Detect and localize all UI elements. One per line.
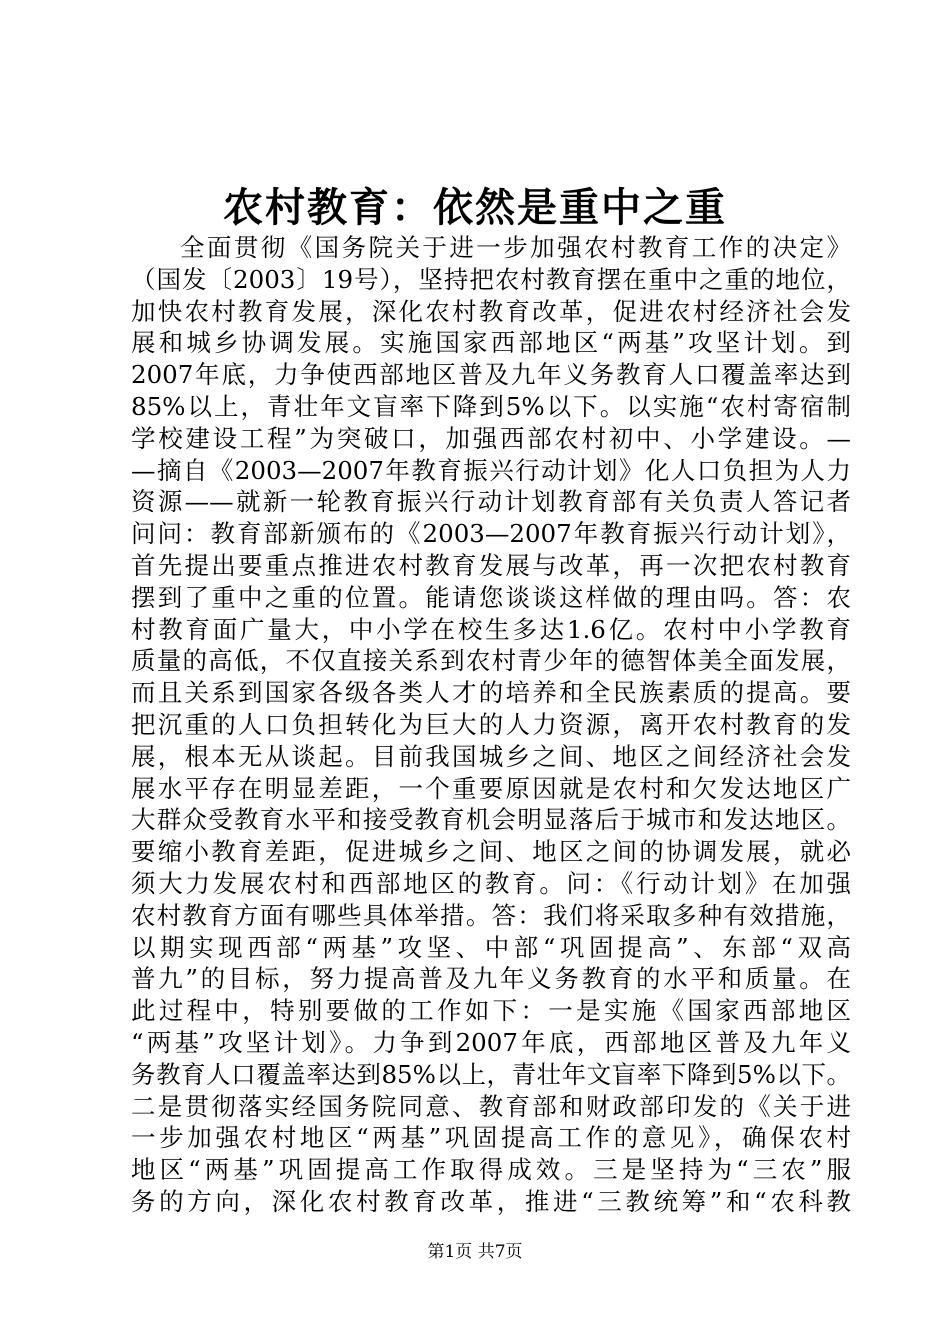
body-line: 二是贯彻落实经国务院同意、教育部和财政部印发的《关于进 (131, 1091, 851, 1121)
body-line: —摘自《2003—2007年教育振兴行动计划》化人口负担为人力 (131, 455, 851, 485)
body-line: 地区“两基”巩固提高工作取得成效。三是坚持为“三农”服 (131, 1155, 851, 1185)
body-line: 务教育人口覆盖率达到85%以上，青壮年文盲率下降到5%以下。 (131, 1059, 851, 1089)
body-line: 首先提出要重点推进农村教育发展与改革，再一次把农村教育 (131, 550, 851, 580)
body-line: 全面贯彻《国务院关于进一步加强农村教育工作的决定》 (180, 233, 851, 262)
body-line: 展，根本无从谈起。目前我国城乡之间、地区之间经济社会发 (131, 741, 851, 771)
body-line: “两基”攻坚计划》。力争到2007年底，西部地区普及九年义 (131, 1027, 851, 1057)
body-line: 加快农村教育发展，深化农村教育改革，促进农村经济社会发 (131, 296, 851, 326)
body-line: 务的方向，深化农村教育改革，推进“三教统筹”和“农科教 (131, 1186, 851, 1216)
body-line: 须大力发展农村和西部地区的教育。问：《行动计划》在加强 (131, 868, 851, 898)
body-line: 资源——就新一轮教育振兴行动计划教育部有关负责人答记者 (131, 487, 851, 517)
page-footer: 第1页 共7页 (427, 1242, 523, 1262)
body-line: 普九”的目标，努力提高普及九年义务教育的水平和质量。在 (131, 964, 851, 994)
body-line: 85%以上，青壮年文盲率下降到5%以下。以实施“农村寄宿制 (131, 391, 851, 421)
body-line: 此过程中，特别要做的工作如下：一是实施《国家西部地区 (131, 996, 851, 1026)
body-line: 学校建设工程”为突破口，加强西部农村初中、小学建设。— (131, 423, 851, 453)
body-line: 大群众受教育水平和接受教育机会明显落后于城市和发达地区。 (131, 805, 851, 835)
body-line: 问问：教育部新颁布的《2003—2007年教育振兴行动计划》， (131, 519, 851, 549)
body-line: 以期实现西部“两基”攻坚、中部“巩固提高”、东部“双高 (131, 932, 851, 962)
body-line: 农村教育方面有哪些具体举措。答：我们将采取多种有效措施， (131, 900, 851, 930)
body-line: 2007年底，力争使西部地区普及九年义务教育人口覆盖率达到 (131, 360, 851, 390)
document-title: 农村教育：依然是重中之重 (223, 184, 727, 231)
body-line: （国发〔2003〕19号），坚持把农村教育摆在重中之重的地位， (131, 264, 851, 294)
body-line: 摆到了重中之重的位置。能请您谈谈这样做的理由吗。答：农 (131, 582, 851, 612)
body-line: 展和城乡协调发展。实施国家西部地区“两基”攻坚计划。到 (131, 328, 851, 358)
document-body (131, 232, 851, 1218)
body-line: 而且关系到国家各级各类人才的培养和全民族素质的提高。要 (131, 678, 851, 708)
body-line: 把沉重的人口负担转化为巨大的人力资源，离开农村教育的发 (131, 709, 851, 739)
body-line: 展水平存在明显差距，一个重要原因就是农村和欠发达地区广 (131, 773, 851, 803)
body-line: 要缩小教育差距，促进城乡之间、地区之间的协调发展，就必 (131, 837, 851, 867)
body-line: 一步加强农村地区“两基”巩固提高工作的意见》，确保农村 (131, 1123, 851, 1153)
body-line: 质量的高低，不仅直接关系到农村青少年的德智体美全面发展， (131, 646, 851, 676)
body-line: 村教育面广量大，中小学在校生多达1.6亿。农村中小学教育 (131, 614, 851, 644)
